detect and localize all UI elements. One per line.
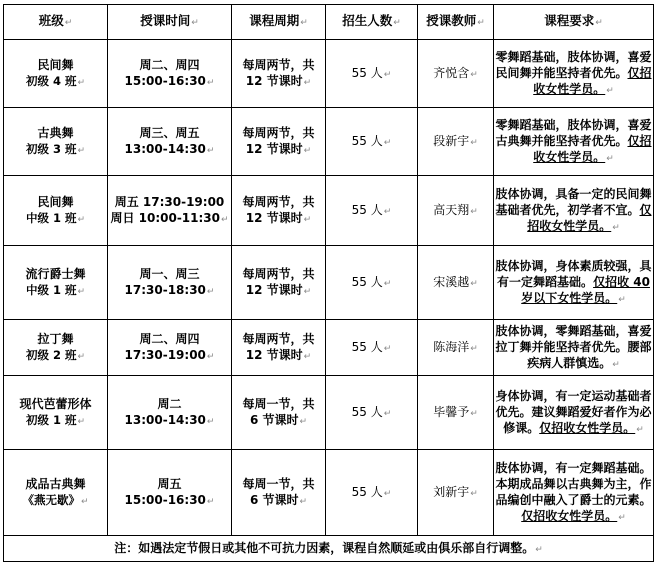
period-cell bbox=[232, 376, 326, 450]
requirement-text: 零舞蹈基础，肢体协调，喜爱民间舞并能坚持者优先。 bbox=[495, 49, 652, 80]
header-teacher: 授课教师↵ bbox=[418, 5, 494, 40]
class-cell bbox=[4, 40, 108, 108]
requirement-text: 零舞蹈基础，肢体协调，喜爱古典舞并能坚持者优先。 bbox=[495, 117, 652, 148]
requirement-restriction: 仅招收女性学员。 bbox=[539, 420, 636, 435]
teacher-cell: 刘新宇↵ bbox=[418, 450, 494, 536]
class-name: 民间舞 bbox=[37, 57, 74, 72]
time-line-1: 周一、周三 bbox=[139, 266, 200, 281]
class-name: 现代芭蕾形体 bbox=[19, 396, 92, 411]
table-row bbox=[4, 450, 654, 536]
time-line-1: 周三、周五 bbox=[139, 125, 200, 140]
requirement-text: 肢体协调，零舞蹈基础，喜爱拉丁舞并能坚持者优先。腰部疾病人群慎选。 bbox=[495, 323, 652, 370]
count-cell: 55 人↵ bbox=[326, 108, 418, 176]
period-cell bbox=[232, 108, 326, 176]
class-level: 中级 1 班↵ bbox=[25, 210, 86, 225]
class-name: 民间舞 bbox=[37, 194, 74, 209]
teacher-name: 宋溪越 bbox=[433, 274, 470, 289]
time-line-1: 周五 bbox=[157, 476, 182, 491]
class-name: 拉丁舞 bbox=[37, 331, 74, 346]
requirement-cell: 身体协调，有一定运动基础者优先。建议舞蹈爱好者作为必修课。仅招收女性学员。↵ bbox=[494, 376, 654, 450]
teacher-name: 毕馨予 bbox=[433, 404, 470, 419]
table-row bbox=[4, 176, 654, 246]
requirement-cell: 肢体协调，具备一定的民间舞基础者优先，初学者不宜。仅招收女性学员。↵ bbox=[494, 176, 654, 246]
period-cell bbox=[232, 246, 326, 320]
class-cell bbox=[4, 246, 108, 320]
class-level: 初级 4 班↵ bbox=[25, 73, 86, 88]
time-cell bbox=[108, 376, 232, 450]
count-value: 55 人 bbox=[351, 274, 383, 289]
teacher-name: 齐悦含 bbox=[433, 65, 470, 80]
requirement-text: 肢体协调，身体素质较强，具有一定舞蹈基础。 bbox=[495, 258, 652, 289]
requirement-restriction: 仅招收女性学员。 bbox=[527, 202, 652, 233]
time-line-2: 15:00-16:30↵ bbox=[124, 492, 215, 507]
header-class: 班级↵ bbox=[4, 5, 108, 40]
teacher-cell: 齐悦含↵ bbox=[418, 40, 494, 108]
schedule-table bbox=[3, 4, 654, 562]
period-line-2: 6 节课时↵ bbox=[249, 492, 308, 507]
time-line-2: 17:30-19:00↵ bbox=[124, 347, 215, 362]
period-line-2: 12 节课时↵ bbox=[245, 73, 312, 88]
period-cell bbox=[232, 320, 326, 376]
count-value: 55 人 bbox=[351, 202, 383, 217]
teacher-name: 陈海洋 bbox=[433, 339, 470, 354]
class-cell bbox=[4, 376, 108, 450]
teacher-cell: 宋溪越↵ bbox=[418, 246, 494, 320]
count-value: 55 人 bbox=[351, 133, 383, 148]
requirement-cell: 零舞蹈基础，肢体协调，喜爱民间舞并能坚持者优先。仅招收女性学员。↵ bbox=[494, 40, 654, 108]
count-cell: 55 人↵ bbox=[326, 320, 418, 376]
requirement-text: 肢体协调，具备一定的民间舞基础者优先，初学者不宜。 bbox=[495, 186, 652, 217]
teacher-cell: 段新宇↵ bbox=[418, 108, 494, 176]
teacher-cell: 毕馨予↵ bbox=[418, 376, 494, 450]
count-cell: 55 人↵ bbox=[326, 246, 418, 320]
period-cell bbox=[232, 176, 326, 246]
header-row bbox=[4, 5, 654, 40]
period-cell bbox=[232, 40, 326, 108]
class-level: 初级 2 班↵ bbox=[25, 347, 86, 362]
period-line-2: 12 节课时↵ bbox=[245, 141, 312, 156]
period-line-2: 12 节课时↵ bbox=[245, 210, 312, 225]
class-cell bbox=[4, 176, 108, 246]
time-line-2: 17:30-18:30↵ bbox=[124, 282, 215, 297]
table-row bbox=[4, 246, 654, 320]
time-cell bbox=[108, 450, 232, 536]
time-line-1: 周二、周四 bbox=[139, 331, 200, 346]
period-line-2: 12 节课时↵ bbox=[245, 282, 312, 297]
class-level: 中级 1 班↵ bbox=[25, 282, 86, 297]
time-cell bbox=[108, 320, 232, 376]
period-line-1: 每周两节，共 bbox=[242, 331, 315, 346]
requirement-restriction: 仅招收女性学员。 bbox=[533, 65, 652, 96]
course-schedule bbox=[3, 4, 653, 562]
time-line-1: 周五 17:30-19:00 bbox=[114, 194, 225, 209]
count-cell: 55 人↵ bbox=[326, 176, 418, 246]
note-text: 注：如遇法定节假日或其他不可抗力因素，课程自然顺延或由俱乐部自行调整。 bbox=[114, 540, 535, 555]
count-value: 55 人 bbox=[351, 404, 383, 419]
requirement-cell: 零舞蹈基础，肢体协调，喜爱古典舞并能坚持者优先。仅招收女性学员。↵ bbox=[494, 108, 654, 176]
period-line-1: 每周两节，共 bbox=[242, 125, 315, 140]
requirement-restriction: 仅招收 40 岁以下女性学员。 bbox=[521, 274, 650, 305]
table-row bbox=[4, 320, 654, 376]
teacher-cell: 陈海洋↵ bbox=[418, 320, 494, 376]
period-line-2: 6 节课时↵ bbox=[249, 412, 308, 427]
period-line-2: 12 节课时↵ bbox=[245, 347, 312, 362]
class-name: 流行爵士舞 bbox=[25, 266, 86, 281]
teacher-name: 段新宇 bbox=[433, 133, 470, 148]
class-level: 《燕无歇》↵ bbox=[22, 492, 89, 507]
requirement-cell: 肢体协调，有一定舞蹈基础。本期成品舞以古典舞为主，作品编创中融入了爵士的元素。仅招收女性学员。↵ bbox=[494, 450, 654, 536]
teacher-name: 高天翔 bbox=[433, 202, 470, 217]
class-cell bbox=[4, 450, 108, 536]
table-row bbox=[4, 40, 654, 108]
time-line-1: 周二 bbox=[157, 396, 182, 411]
period-line-1: 每周两节，共 bbox=[242, 194, 315, 209]
teacher-name: 刘新宇 bbox=[433, 484, 470, 499]
time-line-2: 周日 10:00-11:30↵ bbox=[110, 210, 229, 225]
requirement-restriction: 仅招收女性学员。 bbox=[533, 133, 652, 164]
count-value: 55 人 bbox=[351, 339, 383, 354]
requirement-cell: 肢体协调，身体素质较强，具有一定舞蹈基础。仅招收 40 岁以下女性学员。↵ bbox=[494, 246, 654, 320]
teacher-cell: 高天翔↵ bbox=[418, 176, 494, 246]
requirement-cell: 肢体协调，零舞蹈基础，喜爱拉丁舞并能坚持者优先。腰部疾病人群慎选。↵ bbox=[494, 320, 654, 376]
time-cell bbox=[108, 108, 232, 176]
note-row bbox=[4, 536, 654, 562]
class-level: 初级 1 班↵ bbox=[25, 412, 86, 427]
header-requirement: 课程要求↵ bbox=[494, 5, 654, 40]
class-level: 初级 3 班↵ bbox=[25, 141, 86, 156]
period-line-1: 每周一节，共 bbox=[242, 476, 315, 491]
header-period: 课程周期↵ bbox=[232, 5, 326, 40]
count-cell: 55 人↵ bbox=[326, 450, 418, 536]
count-value: 55 人 bbox=[351, 65, 383, 80]
time-line-2: 13:00-14:30↵ bbox=[124, 412, 215, 427]
time-cell bbox=[108, 246, 232, 320]
time-cell bbox=[108, 40, 232, 108]
requirement-text: 肢体协调，有一定舞蹈基础。本期成品舞以古典舞为主，作品编创中融入了爵士的元素。 bbox=[495, 460, 652, 507]
period-line-1: 每周两节，共 bbox=[242, 57, 315, 72]
class-cell bbox=[4, 108, 108, 176]
time-line-2: 13:00-14:30↵ bbox=[124, 141, 215, 156]
header-count: 招生人数↵ bbox=[326, 5, 418, 40]
count-value: 55 人 bbox=[351, 484, 383, 499]
note-cell: 注：如遇法定节假日或其他不可抗力因素，课程自然顺延或由俱乐部自行调整。↵ bbox=[4, 536, 654, 562]
class-name: 古典舞 bbox=[37, 125, 74, 140]
count-cell: 55 人↵ bbox=[326, 40, 418, 108]
time-line-2: 15:00-16:30↵ bbox=[124, 73, 215, 88]
table-row bbox=[4, 108, 654, 176]
requirement-text: 身体协调，有一定运动基础者优先。建议舞蹈爱好者作为必修课。 bbox=[495, 388, 652, 435]
period-line-1: 每周一节，共 bbox=[242, 396, 315, 411]
period-line-1: 每周两节，共 bbox=[242, 266, 315, 281]
count-cell: 55 人↵ bbox=[326, 376, 418, 450]
class-cell bbox=[4, 320, 108, 376]
time-cell bbox=[108, 176, 232, 246]
requirement-restriction: 仅招收女性学员。 bbox=[521, 508, 618, 523]
time-line-1: 周二、周四 bbox=[139, 57, 200, 72]
table-row bbox=[4, 376, 654, 450]
class-name: 成品古典舞 bbox=[25, 476, 86, 491]
period-cell bbox=[232, 450, 326, 536]
header-time: 授课时间↵ bbox=[108, 5, 232, 40]
